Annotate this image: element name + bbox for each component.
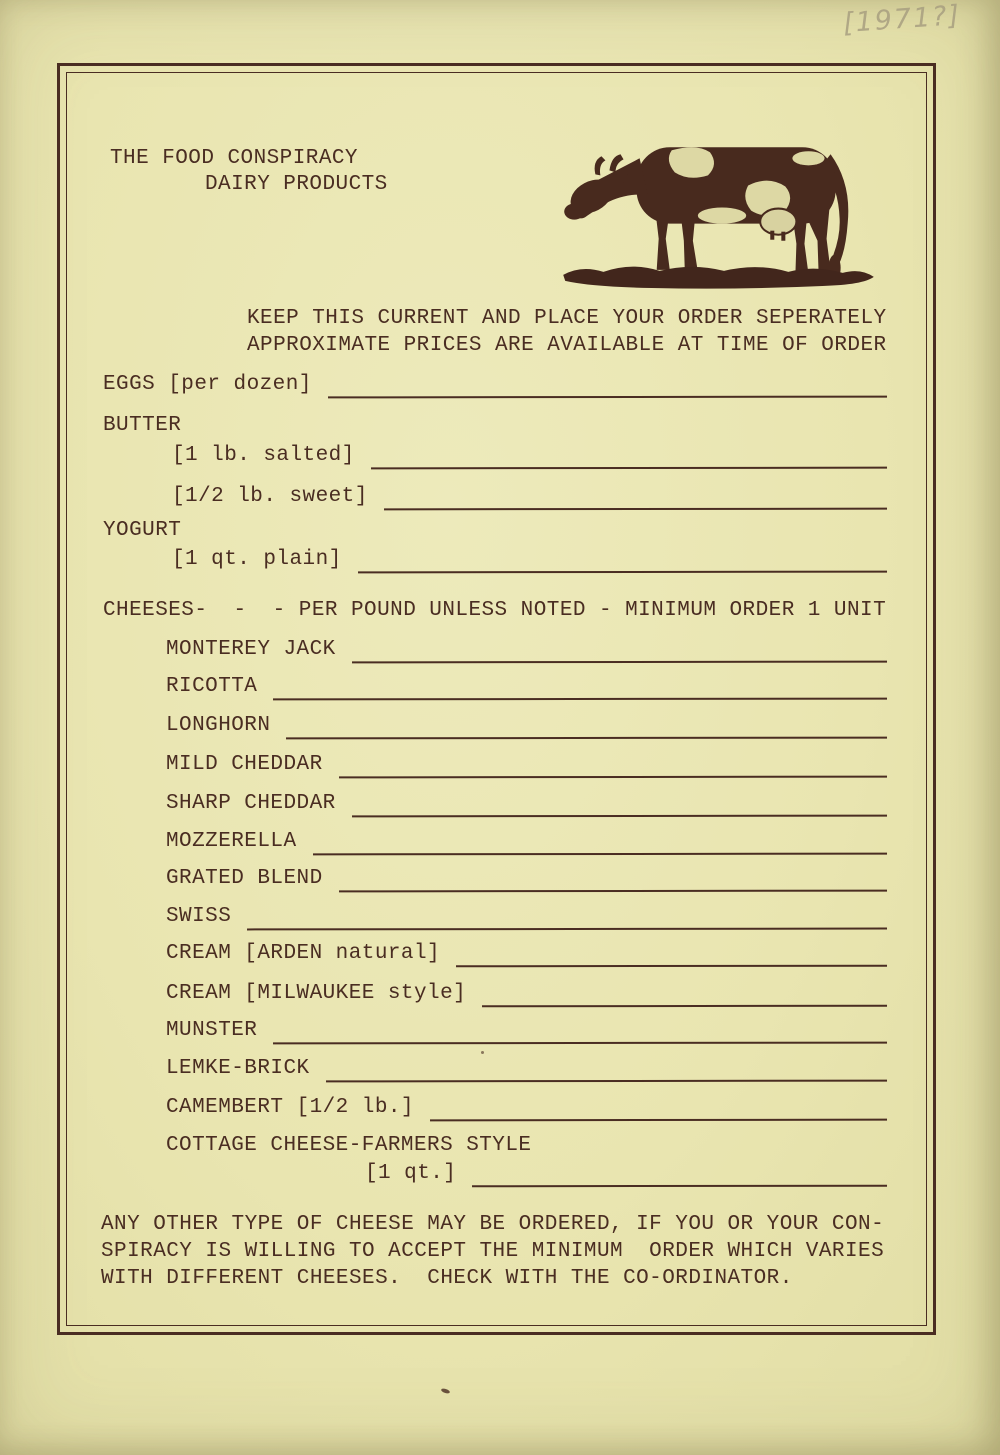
footer-line-3: WITH DIFFERENT CHEESES. CHECK WITH THE CO-ORDINATOR. bbox=[101, 1267, 793, 1290]
title-line-2: DAIRY PRODUCTS bbox=[205, 173, 388, 196]
item-label: [1 qt.] bbox=[365, 1162, 457, 1185]
row-cheese-grated-blend bbox=[103, 866, 887, 904]
scan-speck bbox=[441, 1388, 451, 1395]
row-cheese-cream-arden bbox=[103, 941, 887, 981]
item-label: YOGURT bbox=[103, 519, 182, 542]
item-label: LEMKE-BRICK bbox=[166, 1057, 310, 1080]
row-cheese-ricotta bbox=[103, 674, 887, 713]
fill-in-line bbox=[352, 637, 887, 664]
item-label: GRATED BLEND bbox=[166, 867, 323, 890]
fill-in-line bbox=[482, 981, 887, 1008]
fill-in-line bbox=[384, 484, 887, 511]
row-butter bbox=[103, 413, 887, 443]
item-label: BUTTER bbox=[103, 414, 182, 437]
item-label: [1 qt. plain] bbox=[172, 548, 342, 571]
item-label: COTTAGE CHEESE-FARMERS STYLE bbox=[166, 1134, 532, 1157]
row-cheese-sharp-cheddar bbox=[103, 791, 887, 829]
fill-in-line bbox=[273, 674, 887, 701]
fill-in-line bbox=[328, 372, 887, 399]
row-cheese-monterey-jack bbox=[103, 637, 887, 674]
item-label: MONTEREY JACK bbox=[166, 638, 336, 661]
item-label: CREAM [MILWAUKEE style] bbox=[166, 982, 467, 1005]
fill-in-line bbox=[339, 752, 887, 779]
row-cheese-swiss bbox=[103, 904, 887, 941]
item-label: MILD CHEDDAR bbox=[166, 753, 323, 776]
fill-in-line bbox=[352, 791, 887, 818]
row-butter-salted bbox=[103, 443, 887, 484]
item-label: MOZZERELLA bbox=[166, 830, 297, 853]
item-label: SHARP CHEDDAR bbox=[166, 792, 336, 815]
title-line-1: THE FOOD CONSPIRACY bbox=[110, 147, 358, 170]
fill-in-line bbox=[273, 1018, 887, 1045]
fill-in-line bbox=[371, 443, 887, 470]
fill-in-line bbox=[326, 1056, 887, 1083]
item-label: RICOTTA bbox=[166, 675, 258, 698]
row-yogurt bbox=[103, 518, 887, 547]
grass bbox=[563, 267, 874, 289]
form-title bbox=[110, 146, 388, 198]
row-cheese-munster bbox=[103, 1018, 887, 1056]
item-label: [1 lb. salted] bbox=[172, 444, 355, 467]
item-label: MUNSTER bbox=[166, 1019, 258, 1042]
fill-in-line bbox=[358, 547, 887, 574]
fill-in-line bbox=[472, 1161, 887, 1188]
row-cheese-longhorn bbox=[103, 713, 887, 752]
fill-in-line bbox=[286, 713, 887, 740]
footer-note bbox=[101, 1211, 901, 1292]
item-label: [1/2 lb. sweet] bbox=[172, 485, 368, 508]
row-cheese-camembert bbox=[103, 1095, 887, 1133]
form-instructions bbox=[247, 306, 887, 360]
fill-in-line bbox=[339, 866, 887, 893]
cow-illustration bbox=[550, 98, 884, 294]
row-butter-sweet bbox=[103, 484, 887, 518]
footer-line-2: SPIRACY IS WILLING TO ACCEPT THE MINIMUM ORDER WHICH VARIES bbox=[101, 1240, 885, 1263]
fill-in-line bbox=[456, 941, 887, 968]
row-cheese-mozzerella bbox=[103, 829, 887, 866]
footer-line-1: ANY OTHER TYPE OF CHEESE MAY BE ORDERED, IF YOU OR YOUR CON- bbox=[101, 1213, 885, 1236]
item-label: LONGHORN bbox=[166, 714, 271, 737]
order-items bbox=[103, 372, 887, 1213]
handwritten-date-note: [1971?] bbox=[842, 0, 963, 40]
item-label: CAMEMBERT [1/2 lb.] bbox=[166, 1096, 414, 1119]
row-cheese-mild-cheddar bbox=[103, 752, 887, 791]
instructions-line-1: KEEP THIS CURRENT AND PLACE YOUR ORDER SEPERATELY bbox=[247, 307, 887, 330]
fill-in-line bbox=[430, 1095, 887, 1122]
section-header-label: CHEESES- - - PER POUND UNLESS NOTED - MINIMUM ORDER 1 UNIT bbox=[103, 599, 887, 622]
instructions-line-2: APPROXIMATE PRICES ARE AVAILABLE AT TIME OF ORDER bbox=[247, 334, 887, 357]
cheese-section-header bbox=[103, 598, 887, 637]
item-label: EGGS [per dozen] bbox=[103, 373, 312, 396]
row-eggs bbox=[103, 372, 887, 413]
row-cheese-cream-milwaukee bbox=[103, 981, 887, 1018]
item-label: CREAM [ARDEN natural] bbox=[166, 942, 441, 965]
fill-in-line bbox=[313, 829, 888, 856]
row-cheese-lemke-brick bbox=[103, 1056, 887, 1095]
row-yogurt-plain bbox=[103, 547, 887, 598]
cow-udder bbox=[760, 209, 796, 235]
fill-in-line bbox=[247, 904, 887, 931]
scan-speck bbox=[481, 1051, 484, 1054]
row-cottage-cheese-qt bbox=[103, 1161, 887, 1213]
item-label: SWISS bbox=[166, 905, 232, 928]
row-cottage-cheese bbox=[103, 1133, 887, 1161]
